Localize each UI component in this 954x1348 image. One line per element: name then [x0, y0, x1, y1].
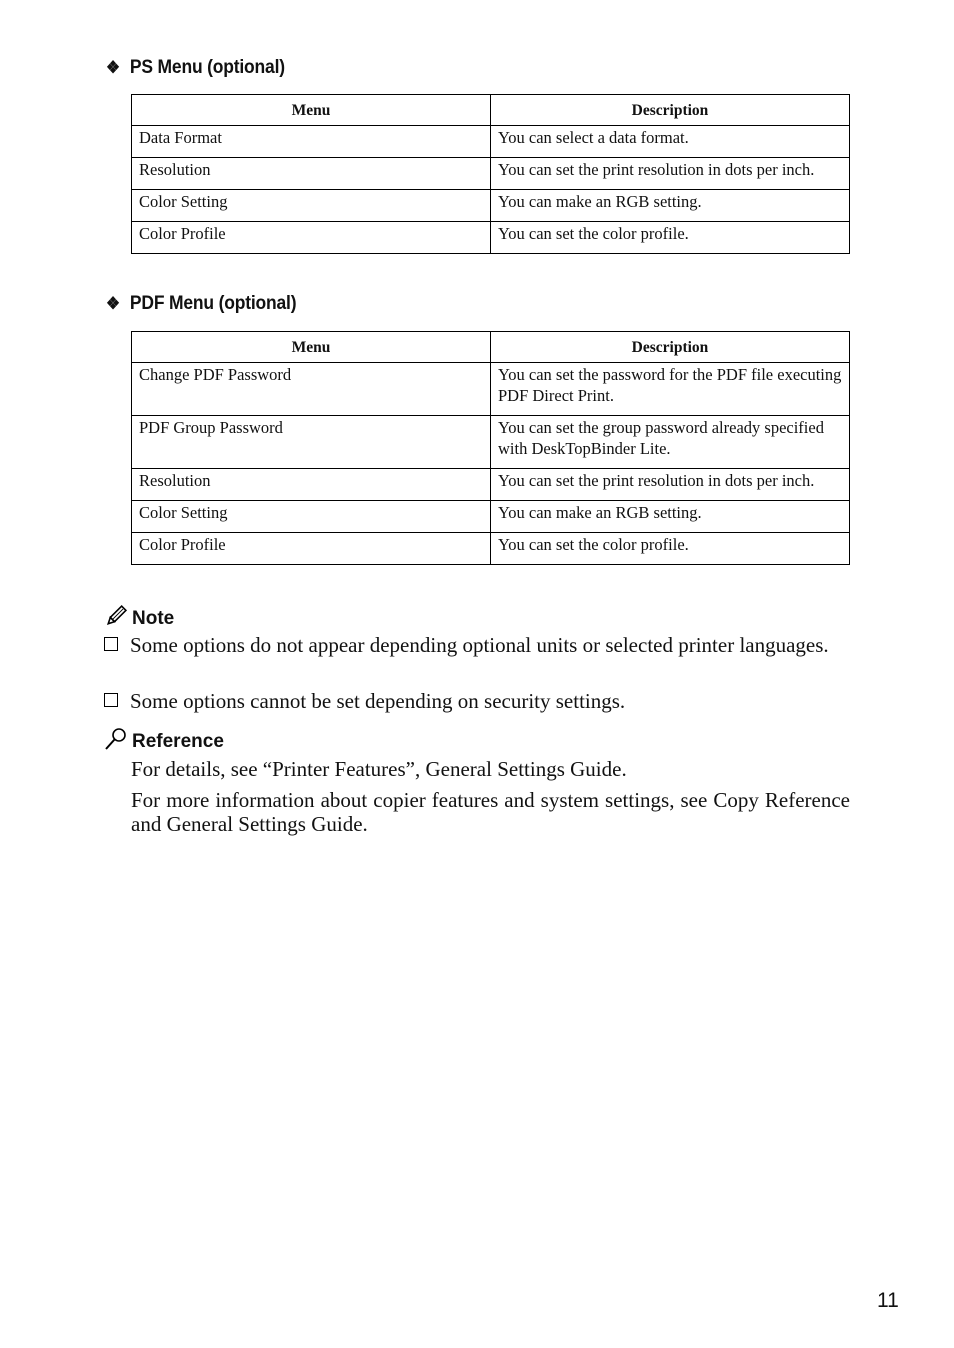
description-cell: You can set the color profile.	[491, 533, 850, 565]
table-row	[132, 222, 850, 254]
reference-paragraph: For more information about copier features and system settings, see Copy Reference and General Settings Guide.	[131, 788, 850, 836]
table-row	[132, 469, 850, 501]
ps-menu-heading	[106, 57, 285, 79]
description-cell: You can set the password for the PDF file executing PDF Direct Print.	[491, 363, 850, 416]
table-row	[132, 126, 850, 158]
table-header-row	[132, 332, 850, 363]
note-item	[104, 633, 850, 657]
description-cell: You can set the color profile.	[491, 222, 850, 254]
description-cell: You can set the print resolution in dots per inch.	[491, 469, 850, 501]
column-header-menu: Menu	[132, 95, 491, 126]
note-item	[104, 689, 850, 713]
description-cell: You can set the group password already specified with DeskTopBinder Lite.	[491, 416, 850, 469]
column-header-description: Description	[491, 332, 850, 363]
table-row	[132, 363, 850, 416]
menu-cell: PDF Group Password	[132, 416, 491, 469]
menu-cell: Color Setting	[132, 190, 491, 222]
table-row	[132, 190, 850, 222]
description-cell: You can select a data format.	[491, 126, 850, 158]
menu-cell: Data Format	[132, 126, 491, 158]
menu-cell: Resolution	[132, 158, 491, 190]
menu-cell: Color Setting	[132, 501, 491, 533]
table-row	[132, 416, 850, 469]
magnifier-icon	[104, 727, 132, 757]
description-cell: You can set the print resolution in dots per inch.	[491, 158, 850, 190]
reference-title: Reference	[132, 731, 224, 752]
note-item-text: Some options cannot be set depending on security settings.	[130, 689, 626, 713]
table-header-row	[132, 95, 850, 126]
description-cell: You can make an RGB setting.	[491, 501, 850, 533]
ps-menu-title: PS Menu (optional)	[129, 57, 285, 78]
pdf-menu-table	[131, 331, 850, 565]
column-header-menu: Menu	[132, 332, 491, 363]
menu-cell: Color Profile	[132, 533, 491, 565]
ps-menu-table	[131, 94, 850, 254]
menu-cell: Resolution	[132, 469, 491, 501]
reference-heading	[104, 727, 224, 757]
note-heading	[104, 604, 174, 634]
reference-paragraph: For details, see “Printer Features”, General Settings Guide.	[131, 757, 627, 781]
checkbox-bullet-icon	[104, 693, 118, 707]
pdf-menu-title: PDF Menu (optional)	[129, 293, 297, 314]
table-row	[132, 533, 850, 565]
description-cell: You can make an RGB setting.	[491, 190, 850, 222]
note-item-text: Some options do not appear depending optional units or selected printer languages.	[130, 633, 829, 657]
menu-cell: Color Profile	[132, 222, 491, 254]
table-row	[132, 158, 850, 190]
column-header-description: Description	[491, 95, 850, 126]
pencil-icon	[104, 604, 132, 634]
menu-cell: Change PDF Password	[132, 363, 491, 416]
note-title: Note	[132, 608, 175, 629]
table-row	[132, 501, 850, 533]
pdf-menu-heading	[106, 293, 296, 315]
page-number: 11	[877, 1289, 899, 1312]
checkbox-bullet-icon	[104, 637, 118, 651]
diamond-bullet-icon: ❖	[106, 294, 120, 313]
diamond-bullet-icon: ❖	[106, 58, 120, 77]
